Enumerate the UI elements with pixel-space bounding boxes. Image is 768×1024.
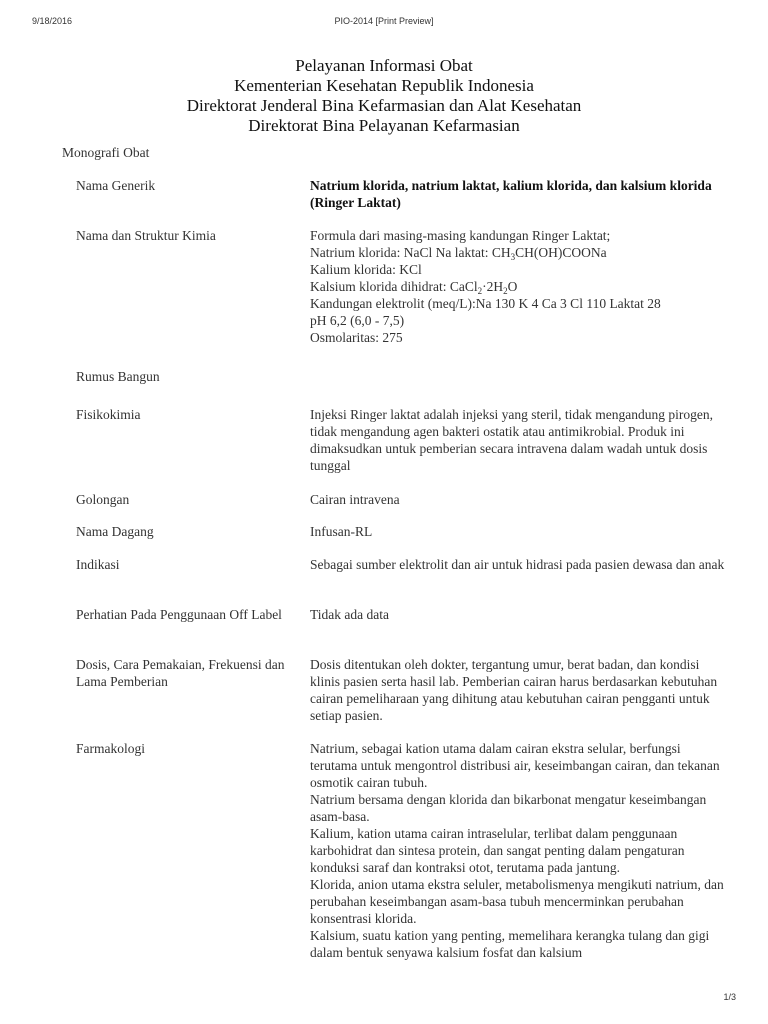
- header-line-3: Direktorat Jenderal Bina Kefarmasian dan Alat Kesehatan: [186, 96, 582, 115]
- label-indikasi: Indikasi: [76, 557, 120, 572]
- struktur-line-3: Kalium klorida: KCl: [310, 262, 422, 277]
- value-off-label: Tidak ada data: [310, 607, 389, 622]
- label-nama-dagang: Nama Dagang: [76, 524, 154, 539]
- document-header: [0, 56, 768, 136]
- value-struktur-kimia: [310, 227, 730, 346]
- farmakologi-paragraph-2: Natrium bersama dengan klorida dan bikarbonat mengatur keseimbangan asam-basa.: [310, 792, 707, 824]
- label-dosis: Dosis, Cara Pemakaian, Frekuensi dan Lama Pemberian: [76, 657, 285, 689]
- struktur-line-5: Kandungan elektrolit (meq/L):Na 130 K 4 Ca 3 Cl 110 Laktat 28: [310, 296, 661, 311]
- print-header: [0, 16, 768, 30]
- section-title: Monografi Obat: [62, 145, 150, 160]
- value-farmakologi: [310, 740, 730, 961]
- value-golongan: Cairan intravena: [310, 492, 400, 507]
- label-struktur-kimia: Nama dan Struktur Kimia: [76, 228, 216, 243]
- label-rumus-bangun: Rumus Bangun: [76, 369, 160, 384]
- label-fisikokimia: Fisikokimia: [76, 407, 141, 422]
- struktur-line-4: Kalsium klorida dihidrat: $CaCl_2\cdot 2H_2O$: [310, 279, 518, 296]
- label-golongan: Golongan: [76, 492, 130, 507]
- header-line-1: Pelayanan Informasi Obat: [295, 56, 473, 75]
- value-fisikokimia: Injeksi Ringer laktat adalah injeksi yang steril, tidak mengandung pirogen, tidak mengandung agen bakteri ostatik atau antimikrobial. Produk ini dimaksudkan untuk pemberian secara intravena dalam wadah untuk dosis tunggal: [310, 407, 714, 473]
- page-number: 1/3: [723, 992, 736, 1002]
- header-line-4: Direktorat Bina Pelayanan Kefarmasian: [248, 116, 520, 135]
- value-nama-generik: Natrium klorida, natrium laktat, kalium klorida, dan kalsium klorida (Ringer Laktat): [310, 178, 712, 210]
- struktur-line-2: Natrium klorida: NaCl Na laktat: $CH_3CH(OH)COONa$: [310, 245, 607, 262]
- farmakologi-paragraph-1: Natrium, sebagai kation utama dalam cairan ekstra selular, berfungsi terutama untuk mengontrol distribusi air, keseimbangan cairan, dan tekanan osmotik cairan tubuh.: [310, 741, 720, 790]
- header-line-2: Kementerian Kesehatan Republik Indonesia: [234, 76, 534, 95]
- farmakologi-paragraph-4: Klorida, anion utama ekstra seluler, metabolismenya mengikuti natrium, dan perubahan keseimbangan asam-basa tubuh mencerminkan perubahan konsentrasi klorida.: [310, 877, 724, 926]
- print-date: 9/18/2016: [32, 16, 73, 26]
- value-indikasi: Sebagai sumber elektrolit dan air untuk hidrasi pada pasien dewasa dan anak: [310, 557, 725, 572]
- struktur-line-6: pH 6,2 (6,0 - 7,5): [310, 313, 405, 328]
- farmakologi-paragraph-5: Kalsium, suatu kation yang penting, memelihara kerangka tulang dan gigi dalam bentuk senyawa kalsium fosfat dan kalsium: [310, 928, 710, 960]
- label-nama-generik: Nama Generik: [76, 178, 156, 193]
- print-title: PIO-2014 [Print Preview]: [334, 16, 434, 26]
- value-nama-dagang: Infusan-RL: [310, 524, 373, 539]
- value-dosis: Dosis ditentukan oleh dokter, tergantung umur, berat badan, dan kondisi klinis pasien serta hasil lab. Pemberian cairan harus berdasarkan kebutuhan cairan pemeliharaan yang dihitung atau kebutuhan cairan pengganti untuk setiap pasien.: [310, 657, 718, 723]
- farmakologi-paragraph-3: Kalium, kation utama cairan intraselular, terlibat dalam penggunaan karbohidrat dan sintesa protein, dan sangat penting dalam pengaturan konduksi saraf dan kontraksi otot, terutama pada jantung.: [310, 826, 685, 875]
- label-farmakologi: Farmakologi: [76, 741, 145, 756]
- struktur-line-7: Osmolaritas: 275: [310, 330, 403, 345]
- label-off-label: Perhatian Pada Penggunaan Off Label: [76, 607, 282, 622]
- struktur-line-1: Formula dari masing-masing kandungan Ringer Laktat;: [310, 228, 611, 243]
